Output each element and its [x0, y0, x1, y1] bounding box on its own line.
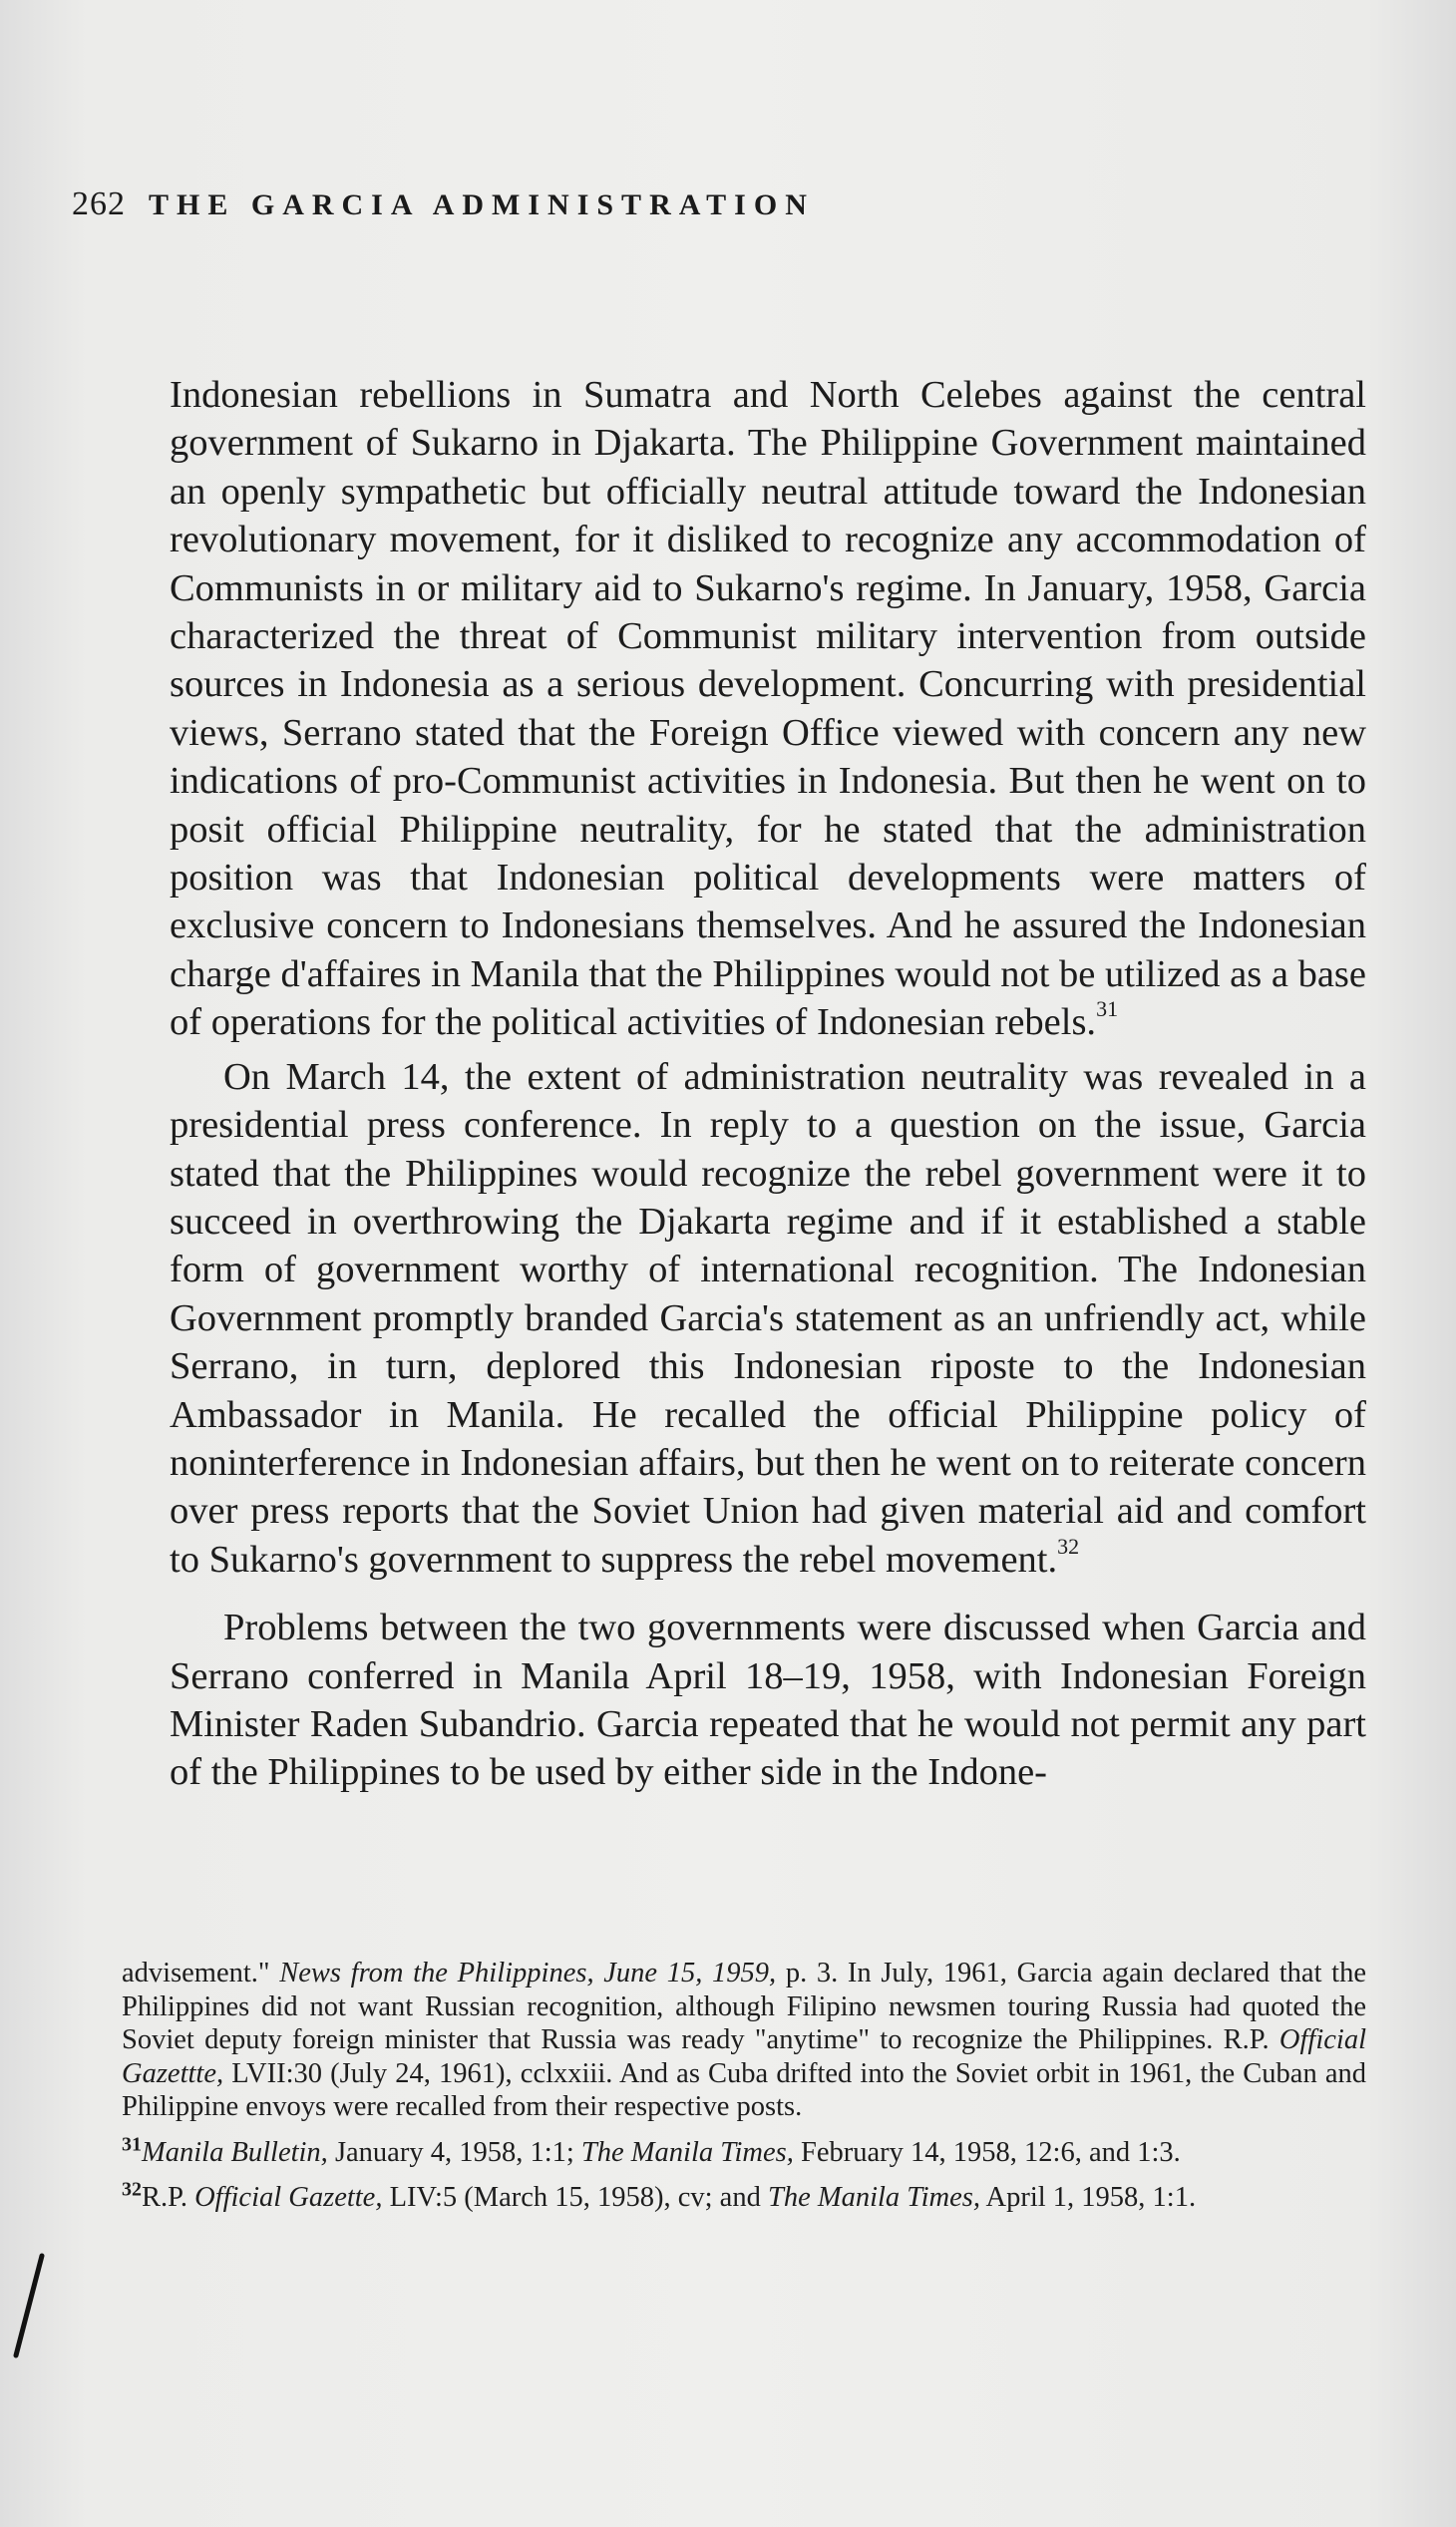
note-ref-32: 32: [1057, 1533, 1080, 1559]
page-number: 262: [72, 185, 126, 222]
running-head-title: THE GARCIA ADMINISTRATION: [149, 188, 815, 221]
footnote-continued-text-c: LVII:30 (July 24, 1961), cclxxiii. And as Cuba drifted into the Soviet orbit in 1961, the Cuban and Philippine envoys were recalled from their respective posts.: [122, 2057, 1366, 2122]
paragraph-1-text: Indonesian rebellions in Sumatra and North Celebes against the central government of Sukarno in Djakarta. The Philippine Government maintained an openly sympathetic but officially neutral attitude toward the Indonesian revolutionary movement, for it disliked to recognize any accommodation of Communists in or military aid to Sukarno's regime. In January, 1958, Garcia characterized the threat of Communist military intervention from outside sources in Indonesia as a serious development. Concurring with presidential views, Serrano stated that the Foreign Office viewed with concern any new indications of pro-Communist activities in Indonesia. But then he went on to posit official Philippine neutrality, for he stated that the administration position was that Indonesian political developments were matters of exclusive concern to Indonesians themselves. And he assured the Indonesian charge d'affaires in Manila that the Philippines would not be utilized as a base of operations for the political activities of Indonesian rebels.: [170, 374, 1366, 1044]
paragraph-3: [170, 1604, 1366, 1797]
footnote-continued-source-1: News from the Philippines, June 15, 1959,: [279, 1958, 777, 1988]
footnote-32-text-b: LIV:5 (March 15, 1958), cv; and: [382, 2182, 768, 2213]
footnote-continued: [122, 1957, 1366, 2124]
footnote-31-text-a: January 4, 1958, 1:1;: [327, 2136, 581, 2168]
footnote-32-text-c: April 1, 1958, 1:1.: [979, 2182, 1197, 2213]
paragraph-1: [170, 371, 1366, 1047]
footnote-32-text-a: R.P.: [142, 2182, 195, 2213]
footnote-31-source-1: Manila Bulletin,: [142, 2136, 328, 2168]
footnotes: [122, 1957, 1366, 2227]
paragraph-2: [170, 1053, 1366, 1584]
footnote-31-source-2: The Manila Times,: [580, 2136, 794, 2168]
footnote-continued-source-2: Official Gazettte,: [122, 2024, 1366, 2089]
paragraph-3-text: Problems between the two governments were discussed when Garcia and Serrano conferred in Manila April 18–19, 1958, with Indonesian Foreign Minister Raden Subandrio. Garcia repeated that he would not permit any part of the Philippines to be used by either side in the Indone-: [170, 1607, 1366, 1794]
footnote-32-source-1: Official Gazette,: [194, 2182, 383, 2213]
paragraph-2-text: On March 14, the extent of administration neutrality was revealed in a presidential press conference. In reply to a question on the issue, Garcia stated that the Philippines would recognize the rebel government were it to succeed in overthrowing the Djakarta regime and if it established a stable form of government worthy of international recognition. The Indonesian Government promptly branded Garcia's statement as an unfriendly act, while Serrano, in turn, deplored this Indonesian riposte to the Indonesian Ambassador in Manila. He recalled the official Philippine policy of noninterference in Indonesian affairs, but then he went on to reiterate concern over press reports that the Soviet Union had given material aid and comfort to Sukarno's government to suppress the rebel movement.: [170, 1055, 1366, 1581]
footnote-31-text-b: February 14, 1958, 12:6, and 1:3.: [793, 2136, 1181, 2168]
footnote-32: [122, 2178, 1366, 2215]
footnote-32-number: 32: [122, 2178, 142, 2201]
note-ref-31: 31: [1096, 996, 1119, 1022]
pencil-mark-icon: [8, 2252, 48, 2361]
main-text: [170, 371, 1366, 1797]
footnote-32-source-2: The Manila Times,: [767, 2182, 980, 2213]
footnote-31: [122, 2133, 1366, 2170]
footnote-continued-text-b: p. 3. In July, 1961, Garcia again declared that the Philippines did not want Russian recognition, although Filipino newsmen touring Russia had quoted the Soviet deputy foreign minister that Russia was ready "anytime" to recognize the Philippines. R.P.: [122, 1958, 1366, 2055]
running-head: [72, 185, 815, 223]
footnote-31-number: 31: [122, 2133, 142, 2155]
footnote-continued-text-a: advisement.": [122, 1958, 280, 1988]
